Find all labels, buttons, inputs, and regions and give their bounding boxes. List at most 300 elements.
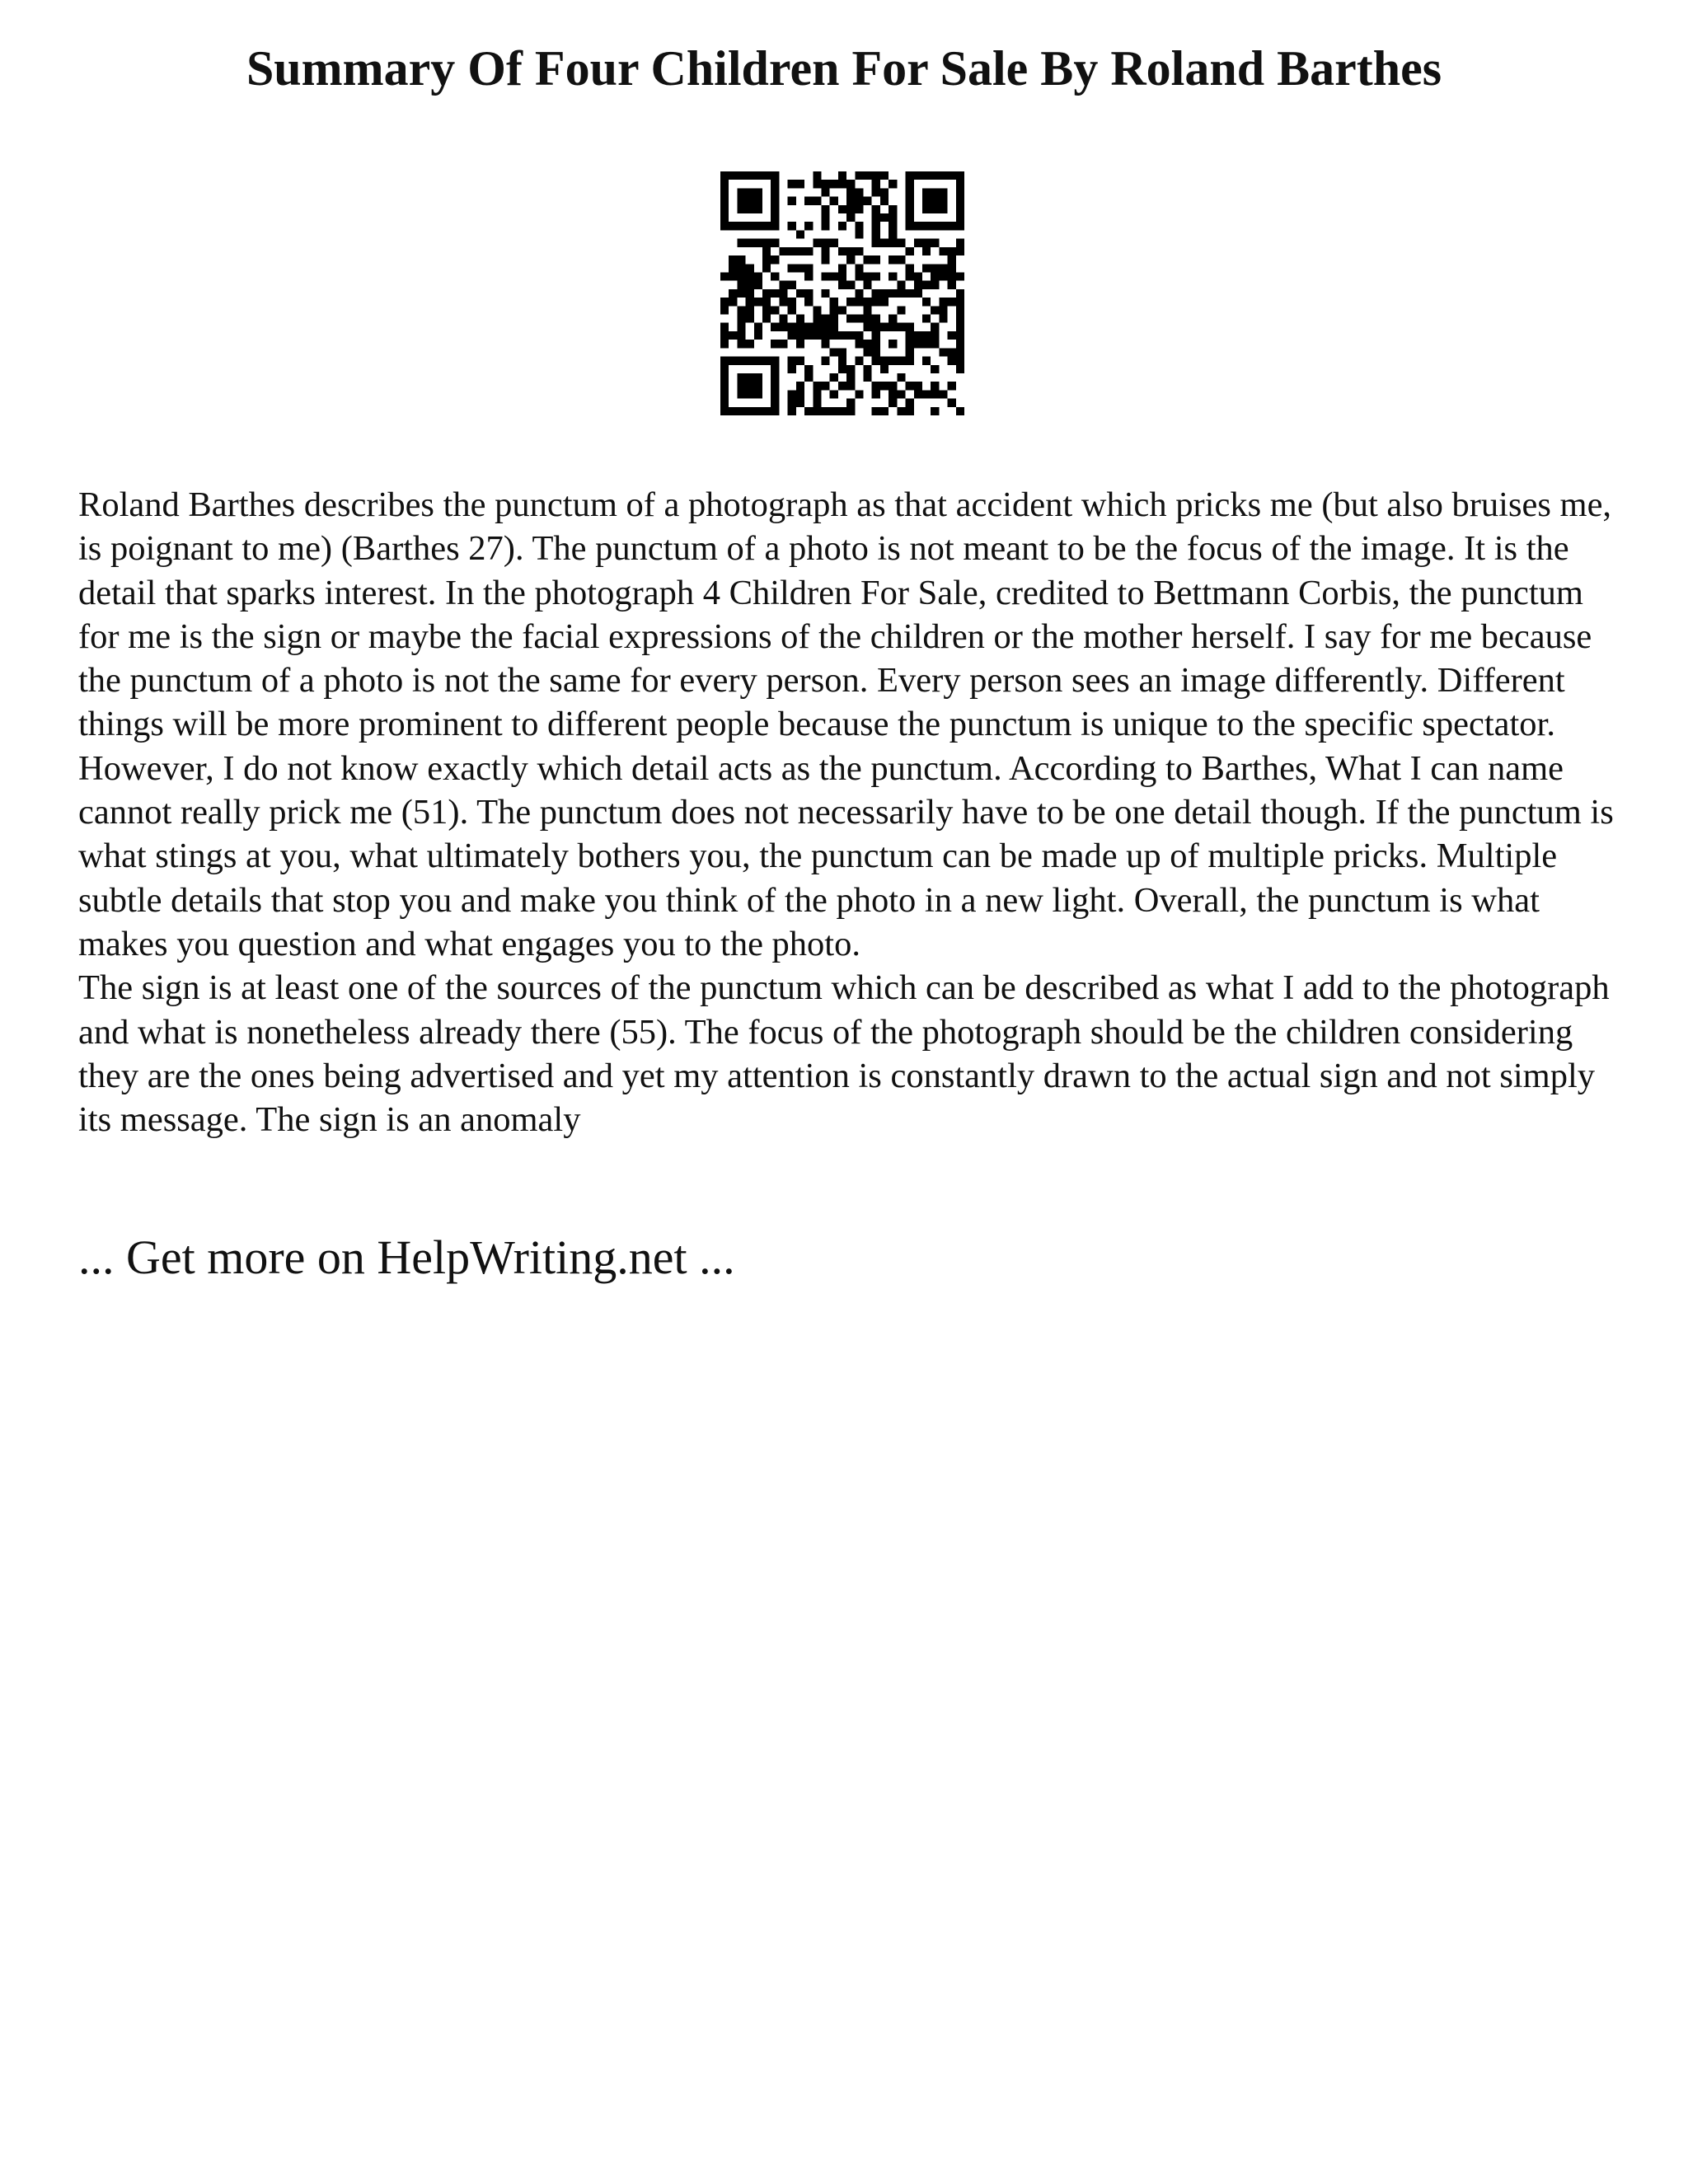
qr-module	[880, 213, 889, 222]
qr-module	[754, 239, 762, 247]
qr-module	[729, 272, 737, 280]
qr-module	[846, 255, 855, 264]
qr-module	[729, 264, 737, 272]
qr-module	[754, 373, 762, 382]
qr-module	[956, 272, 964, 280]
qr-module	[914, 272, 922, 280]
qr-module	[922, 222, 931, 230]
qr-module	[864, 365, 872, 373]
qr-module	[830, 298, 838, 306]
qr-module	[779, 298, 787, 306]
qr-module	[771, 323, 779, 331]
qr-module	[914, 281, 922, 289]
qr-module	[830, 197, 838, 205]
qr-module	[754, 323, 762, 331]
qr-module	[931, 188, 939, 196]
qr-module	[906, 272, 914, 280]
qr-module	[838, 382, 846, 390]
qr-module	[737, 272, 745, 280]
qr-module	[906, 340, 914, 348]
qr-module	[914, 222, 922, 230]
qr-module	[796, 399, 804, 407]
qr-module	[720, 222, 729, 230]
qr-module	[864, 272, 872, 280]
qr-module	[788, 357, 796, 365]
qr-module	[720, 171, 729, 180]
qr-module	[906, 289, 914, 298]
qr-module	[906, 331, 914, 340]
qr-module	[771, 255, 779, 264]
qr-module	[855, 390, 863, 398]
qr-module	[880, 171, 889, 180]
qr-module	[788, 222, 796, 230]
qr-module	[956, 197, 964, 205]
qr-module	[813, 315, 821, 323]
qr-module	[922, 315, 931, 323]
qr-module	[804, 365, 813, 373]
qr-module	[821, 340, 829, 348]
qr-module	[746, 264, 754, 272]
qr-module	[864, 306, 872, 314]
qr-module	[838, 180, 846, 188]
qr-module	[855, 188, 863, 196]
qr-module	[771, 171, 779, 180]
qr-module	[922, 197, 931, 205]
qr-module	[846, 399, 855, 407]
qr-module	[838, 365, 846, 373]
qr-module	[720, 407, 729, 415]
qr-module	[939, 247, 947, 255]
qr-module	[771, 365, 779, 373]
qr-module	[796, 289, 804, 298]
qr-module	[889, 239, 897, 247]
qr-module	[813, 239, 821, 247]
qr-module	[821, 289, 829, 298]
qr-module	[855, 264, 863, 272]
qr-module	[880, 382, 889, 390]
qr-module	[771, 390, 779, 398]
qr-module	[771, 272, 779, 280]
qr-module	[948, 382, 956, 390]
qr-module	[906, 197, 914, 205]
qr-module	[762, 222, 771, 230]
qr-module	[804, 289, 813, 298]
qr-module	[720, 197, 729, 205]
qr-module	[906, 222, 914, 230]
qr-module	[897, 289, 905, 298]
qr-module	[737, 289, 745, 298]
qr-module	[880, 239, 889, 247]
qr-module	[729, 331, 737, 340]
qr-module	[872, 298, 880, 306]
qr-module	[872, 205, 880, 213]
qr-module	[821, 315, 829, 323]
qr-module	[838, 306, 846, 314]
qr-module	[855, 315, 863, 323]
qr-module	[872, 323, 880, 331]
qr-module	[939, 390, 947, 398]
qr-module	[762, 289, 771, 298]
qr-module	[796, 331, 804, 340]
qr-module	[813, 306, 821, 314]
qr-module	[838, 357, 846, 365]
qr-module	[939, 306, 947, 314]
qr-module	[914, 382, 922, 390]
qr-module	[762, 407, 771, 415]
qr-module	[720, 357, 729, 365]
qr-module	[830, 323, 838, 331]
qr-module	[771, 407, 779, 415]
qr-module	[846, 205, 855, 213]
qr-module	[838, 247, 846, 255]
qr-module	[796, 390, 804, 398]
qr-module	[838, 331, 846, 340]
qr-module	[796, 230, 804, 238]
qr-module	[855, 230, 863, 238]
qr-module	[821, 247, 829, 255]
qr-module	[746, 222, 754, 230]
qr-module	[864, 348, 872, 356]
qr-module	[846, 180, 855, 188]
qr-module	[830, 239, 838, 247]
qr-module	[720, 323, 729, 331]
qr-module	[906, 382, 914, 390]
qr-module	[872, 255, 880, 264]
qr-module	[754, 298, 762, 306]
qr-module	[838, 348, 846, 356]
qr-module	[720, 306, 729, 314]
qr-module	[821, 213, 829, 222]
qr-module	[897, 255, 905, 264]
qr-module	[914, 331, 922, 340]
qr-module	[737, 255, 745, 264]
qr-module	[872, 272, 880, 280]
qr-module	[855, 340, 863, 348]
qr-module	[889, 357, 897, 365]
qr-module	[720, 213, 729, 222]
qr-module	[855, 331, 863, 340]
qr-module	[931, 197, 939, 205]
qr-module	[813, 171, 821, 180]
qr-module	[813, 331, 821, 340]
qr-module	[880, 289, 889, 298]
qr-module	[948, 331, 956, 340]
qr-module	[897, 239, 905, 247]
qr-module	[788, 390, 796, 398]
qr-module	[939, 272, 947, 280]
qr-module	[906, 171, 914, 180]
qr-module	[796, 340, 804, 348]
qr-module	[796, 315, 804, 323]
qr-module	[922, 281, 931, 289]
paragraph-3: The sign is at least one of the sources of the punctum which can be described as what I add to the photograph and what is nonetheless already there (55). The focus of the photograph should be the children considering they are the ones being advertised and yet my attention is constantly drawn to the actual sign and not simply its message. The sign is an anomaly	[78, 968, 1610, 1140]
qr-module	[846, 213, 855, 222]
qr-module	[889, 222, 897, 230]
qr-module	[939, 222, 947, 230]
qr-module	[956, 213, 964, 222]
qr-module	[737, 407, 745, 415]
qr-module	[762, 239, 771, 247]
qr-module	[720, 298, 729, 306]
qr-module	[889, 255, 897, 264]
qr-module	[746, 373, 754, 382]
qr-module	[746, 306, 754, 314]
qr-module	[897, 306, 905, 314]
qr-module	[956, 348, 964, 356]
qr-module	[821, 331, 829, 340]
qr-module	[771, 239, 779, 247]
qr-module	[788, 264, 796, 272]
qr-module	[737, 306, 745, 314]
qr-module	[872, 390, 880, 398]
qr-module	[872, 222, 880, 230]
qr-module	[948, 272, 956, 280]
qr-module	[788, 407, 796, 415]
qr-module	[897, 357, 905, 365]
qr-module	[754, 382, 762, 390]
qr-module	[880, 407, 889, 415]
qr-module	[906, 348, 914, 356]
qr-module	[779, 289, 787, 298]
qr-module	[830, 272, 838, 280]
qr-module	[746, 390, 754, 398]
qr-module	[737, 197, 745, 205]
qr-module	[720, 365, 729, 373]
qr-module	[737, 323, 745, 331]
qr-module	[771, 382, 779, 390]
qr-module	[931, 340, 939, 348]
qr-module	[846, 188, 855, 196]
qr-module	[720, 205, 729, 213]
qr-module	[855, 247, 863, 255]
qr-module	[821, 222, 829, 230]
qr-module	[746, 315, 754, 323]
qr-module	[922, 205, 931, 213]
qr-module	[948, 281, 956, 289]
qr-module	[771, 180, 779, 188]
qr-module	[872, 340, 880, 348]
qr-module	[914, 171, 922, 180]
qr-module	[922, 264, 931, 272]
qr-module	[720, 399, 729, 407]
get-more-link[interactable]: ... Get more on HelpWriting.net ...	[78, 1230, 735, 1284]
qr-module	[838, 205, 846, 213]
qr-module	[754, 331, 762, 340]
qr-module	[804, 407, 813, 415]
qr-module	[762, 171, 771, 180]
qr-module	[830, 331, 838, 340]
qr-module	[762, 298, 771, 306]
qr-module	[804, 331, 813, 340]
qr-module	[720, 272, 729, 280]
qr-module	[914, 390, 922, 398]
qr-module	[897, 323, 905, 331]
qr-module	[746, 197, 754, 205]
qr-module	[906, 188, 914, 196]
qr-module	[754, 222, 762, 230]
qr-module	[948, 171, 956, 180]
qr-module	[931, 323, 939, 331]
qr-module	[956, 239, 964, 247]
qr-module	[771, 197, 779, 205]
qr-module	[788, 197, 796, 205]
qr-module	[737, 171, 745, 180]
qr-module	[948, 222, 956, 230]
qr-module	[864, 197, 872, 205]
qr-module	[754, 171, 762, 180]
qr-module	[864, 373, 872, 382]
qr-module	[737, 222, 745, 230]
qr-module	[956, 357, 964, 365]
qr-module	[771, 373, 779, 382]
qr-module	[906, 205, 914, 213]
qr-module	[914, 239, 922, 247]
qr-module	[906, 213, 914, 222]
qr-module	[746, 289, 754, 298]
qr-module	[855, 205, 863, 213]
qr-module	[771, 205, 779, 213]
qr-module	[720, 340, 729, 348]
qr-module	[788, 298, 796, 306]
qr-module	[729, 289, 737, 298]
qr-module	[821, 272, 829, 280]
qr-module	[729, 171, 737, 180]
qr-code-icon	[720, 171, 964, 415]
qr-module	[948, 255, 956, 264]
qr-module	[737, 205, 745, 213]
qr-module	[889, 213, 897, 222]
qr-module	[931, 365, 939, 373]
qr-module	[737, 373, 745, 382]
qr-module	[855, 357, 863, 365]
qr-module	[746, 171, 754, 180]
qr-module	[779, 340, 787, 348]
qr-module	[846, 281, 855, 289]
qr-module	[830, 306, 838, 314]
qr-code-graphic	[720, 171, 964, 415]
qr-module	[729, 298, 737, 306]
qr-module	[889, 315, 897, 323]
qr-module	[746, 340, 754, 348]
qr-module	[813, 399, 821, 407]
qr-module	[889, 180, 897, 188]
qr-module	[804, 272, 813, 280]
qr-module	[897, 281, 905, 289]
qr-module	[804, 247, 813, 255]
qr-module	[922, 188, 931, 196]
qr-module	[931, 239, 939, 247]
qr-module	[956, 323, 964, 331]
qr-module	[880, 323, 889, 331]
qr-module	[889, 382, 897, 390]
qr-module	[948, 357, 956, 365]
qr-module	[939, 171, 947, 180]
paragraph-2: However, I do not know exactly which detail acts as the punctum. According to Barthes, What I can name cannot really prick me (51). The punctum does not necessarily have to be one detail though. If the punctum is what stings at you, what ultimately bothers you, the punctum can be made up of multiple pricks. Multiple subtle details that stop you and make you think of the photo in a new light. Overall, the punctum is what makes you question and what engages you to the photo.	[78, 748, 1614, 963]
qr-module	[931, 390, 939, 398]
qr-module	[889, 340, 897, 348]
qr-module	[948, 399, 956, 407]
qr-module	[796, 323, 804, 331]
qr-module	[737, 390, 745, 398]
qr-module	[931, 264, 939, 272]
qr-module	[872, 289, 880, 298]
qr-module	[889, 390, 897, 398]
qr-module	[846, 407, 855, 415]
qr-module	[838, 264, 846, 272]
qr-module	[830, 373, 838, 382]
qr-module	[821, 188, 829, 196]
qr-module	[956, 289, 964, 298]
qr-module	[720, 382, 729, 390]
qr-module	[779, 247, 787, 255]
qr-module	[855, 272, 863, 280]
qr-module	[889, 230, 897, 238]
qr-module	[838, 272, 846, 280]
qr-module	[939, 188, 947, 196]
qr-module	[889, 272, 897, 280]
qr-module	[788, 247, 796, 255]
qr-module	[737, 264, 745, 272]
qr-module	[737, 382, 745, 390]
qr-module	[746, 298, 754, 306]
paragraph-1: Roland Barthes describes the punctum of a photograph as that accident which pricks me (but also bruises me, is poignant to me) (Barthes 27). The punctum of a photo is not meant to be the focus of the image. It is the detail that sparks interest. In the photograph 4 Children For Sale, credited to Bettmann Corbis, the punctum for me is the sign or maybe the facial expressions of the children or the mother herself. I say for me because the punctum of a photo is not the same for every person. Every person sees an image differently. Different things will be more prominent to different people because the punctum is unique to the specific spectator.	[78, 485, 1612, 744]
qr-module	[872, 213, 880, 222]
qr-module	[897, 373, 905, 382]
qr-module	[804, 298, 813, 306]
qr-module	[754, 407, 762, 415]
qr-module	[754, 197, 762, 205]
qr-module	[737, 281, 745, 289]
qr-module	[737, 357, 745, 365]
qr-module	[771, 306, 779, 314]
qr-module	[737, 188, 745, 196]
qr-module	[922, 357, 931, 365]
qr-module	[754, 281, 762, 289]
qr-module	[880, 188, 889, 196]
qr-module	[762, 315, 771, 323]
qr-module	[846, 382, 855, 390]
qr-module	[956, 171, 964, 180]
qr-module	[796, 247, 804, 255]
qr-module	[771, 222, 779, 230]
qr-module	[906, 247, 914, 255]
qr-module	[788, 180, 796, 188]
qr-module	[939, 315, 947, 323]
qr-module	[889, 323, 897, 331]
qr-module	[821, 239, 829, 247]
qr-module	[762, 306, 771, 314]
qr-module	[872, 315, 880, 323]
qr-module	[880, 298, 889, 306]
qr-module	[771, 188, 779, 196]
qr-module	[872, 180, 880, 188]
qr-module	[746, 382, 754, 390]
qr-module	[864, 340, 872, 348]
qr-module	[788, 323, 796, 331]
qr-module	[889, 205, 897, 213]
qr-module	[880, 365, 889, 373]
qr-module	[746, 357, 754, 365]
qr-module	[864, 298, 872, 306]
qr-module	[813, 197, 821, 205]
qr-module	[931, 331, 939, 340]
qr-module	[720, 331, 729, 340]
qr-module	[846, 373, 855, 382]
qr-module	[956, 222, 964, 230]
qr-module	[838, 222, 846, 230]
qr-module	[746, 281, 754, 289]
qr-module	[855, 197, 863, 205]
